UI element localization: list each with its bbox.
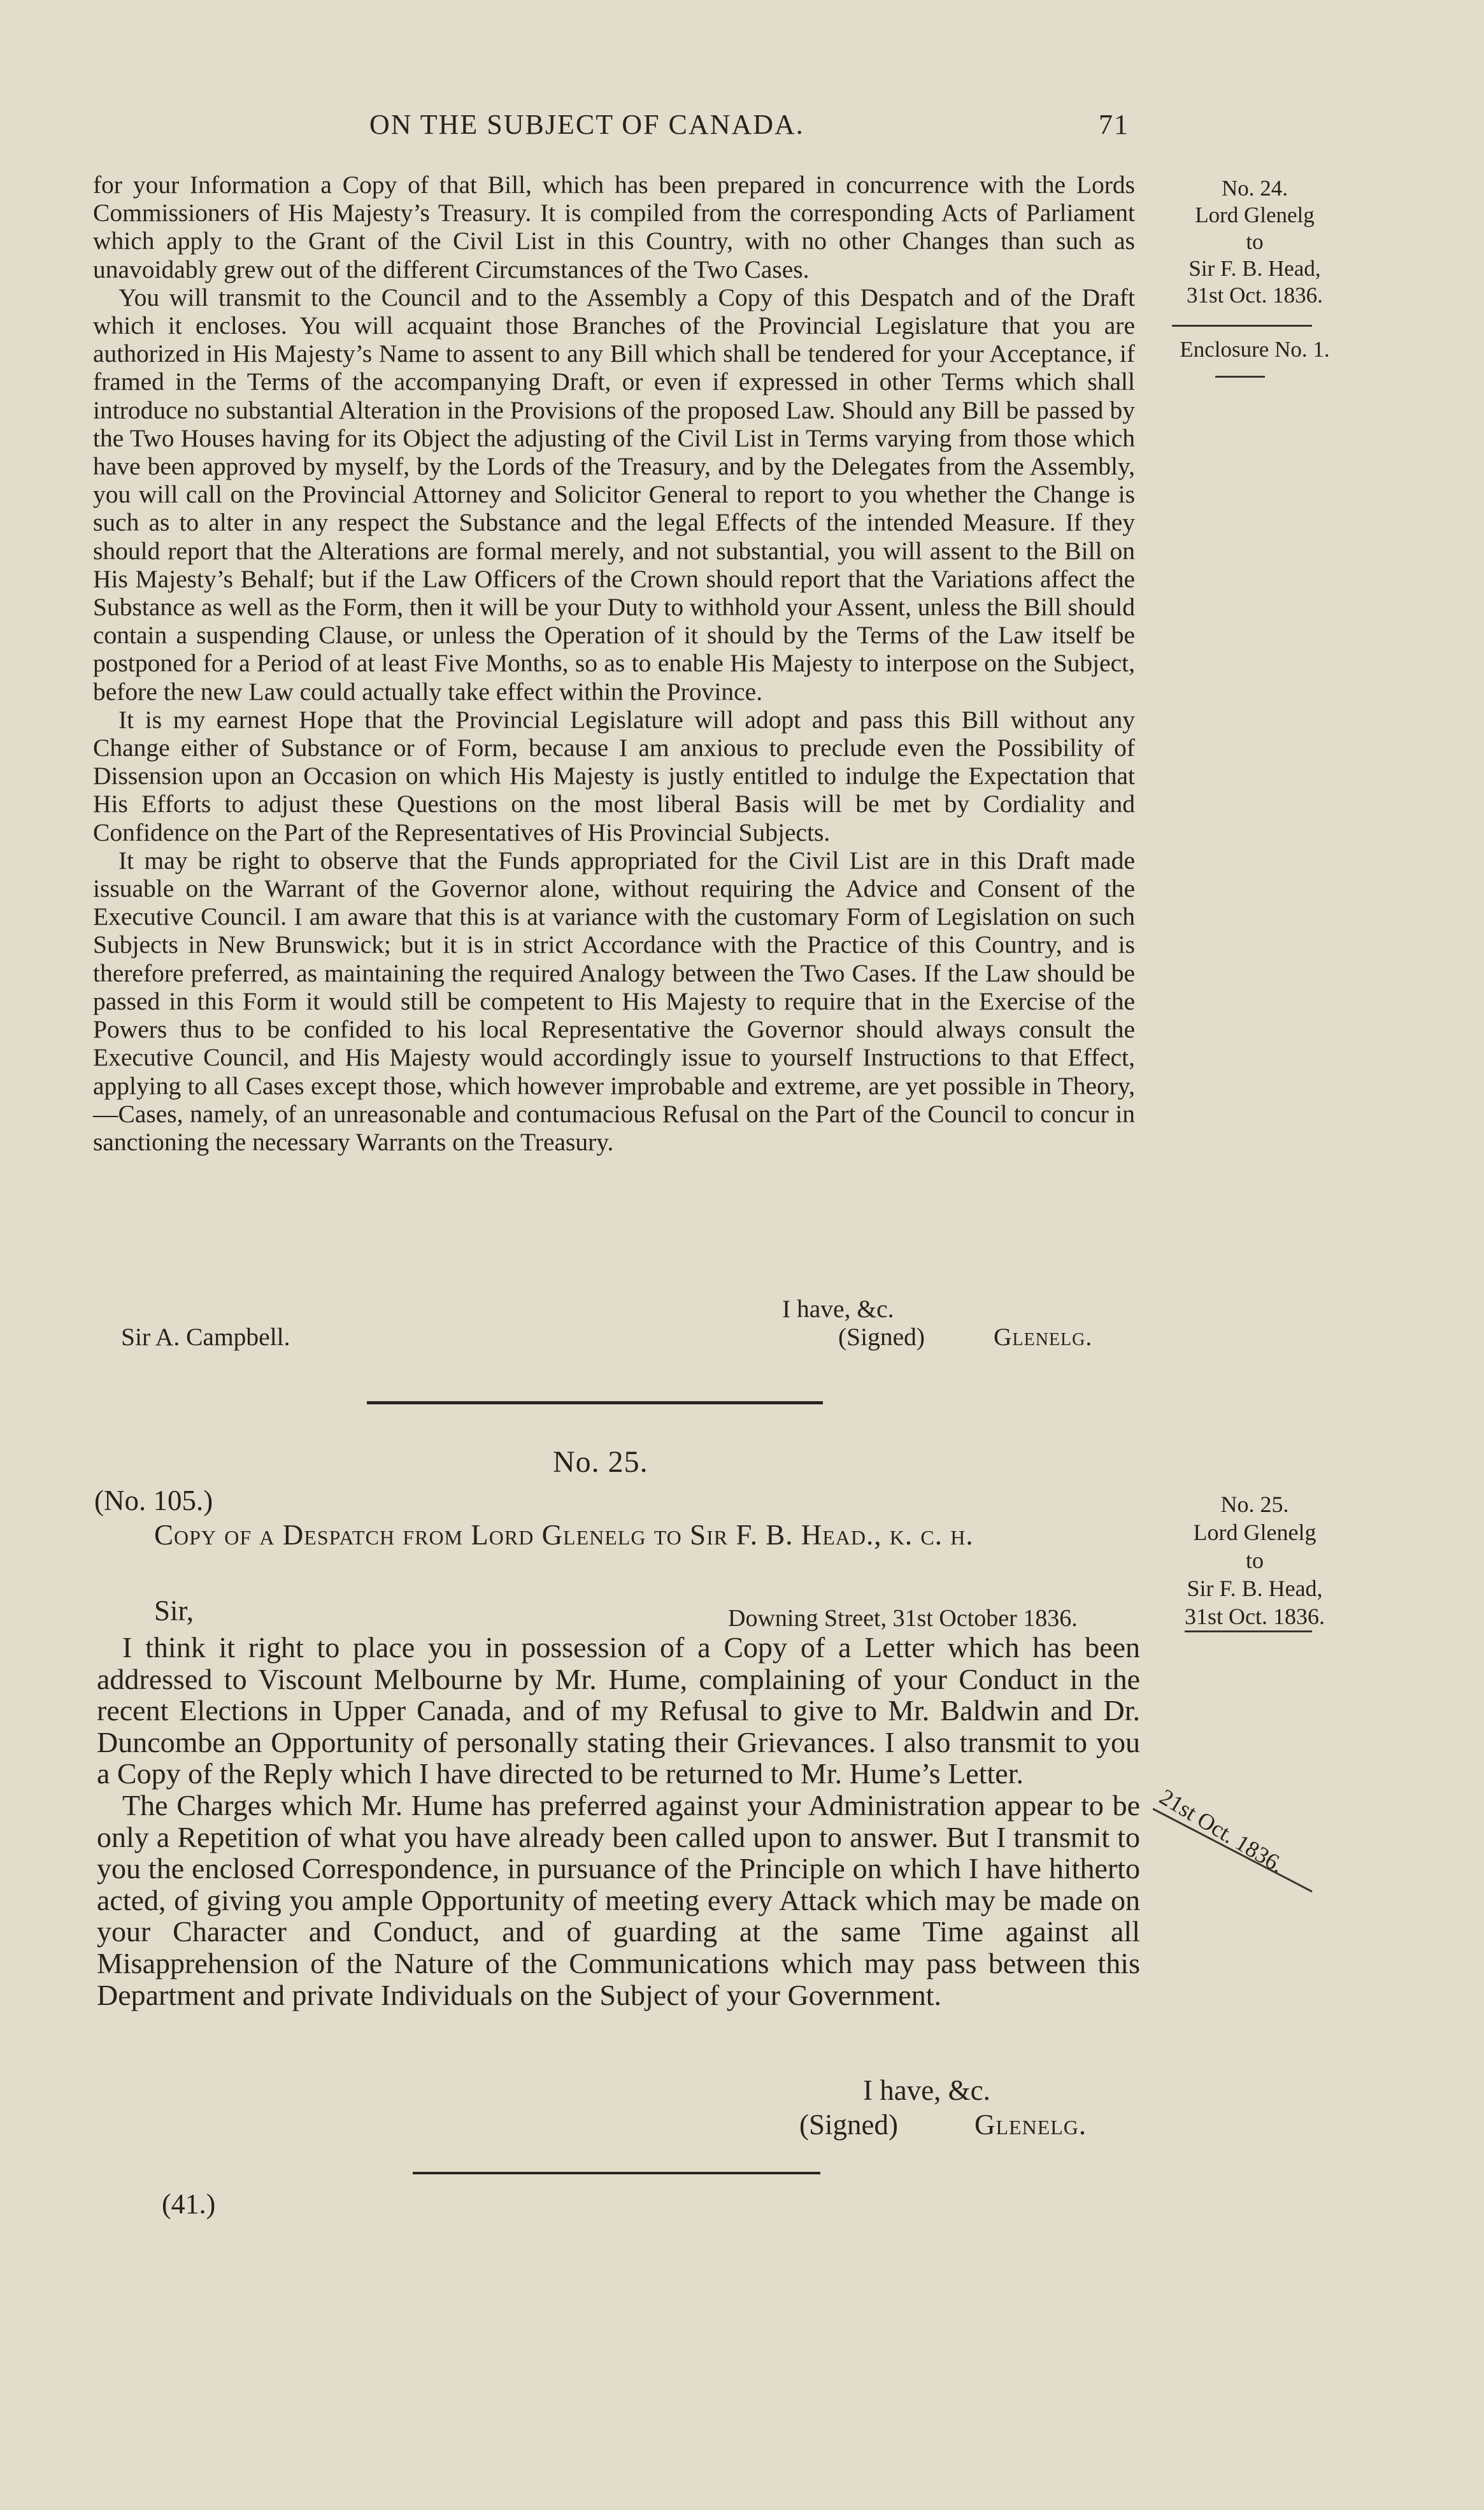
margin-line: Lord Glenelg <box>1193 1520 1316 1545</box>
enclosure-note: Enclosure No. 1. <box>1180 337 1330 362</box>
margin-line: Sir F. B. Head, <box>1188 256 1321 281</box>
signature: Glenelg. <box>974 2109 1087 2141</box>
paragraph: You will transmit to the Council and to the Assembly a Copy of this Despatch and of the Draft which it encloses. You will acquaint those Branches of the Provincial Legislature that you are authorized in His Majesty’s Name to assent to any Bill which shall be tendered for your Acceptance, if framed in the Terms of the accompanying Draft, or even if expressed in other Terms which shall introduce no substantial Alteration in the Provisions of the proposed Law. Should any Bill be passed by the Two Houses having for its Object the adjusting of the Civil List in Terms varying from those which have been approved by myself, by the Lords of the Treasury, and by the Delegates from the Assembly, you will call on the Provincial Attorney and Solicitor General to report to you whether the Change is such as to alter in any respect the Substance and the legal Effects of the intended Measure. If they should report that the Alterations are formal merely, and not substantial, you will assent to the Bill on His Majesty’s Behalf; but if the Law Officers of the Crown should report that the Variations affect the Substance as well as the Form, then it will be your Duty to withhold your Assent, unless the Bill should contain a suspending Clause, or unless the Operation of it should by the Terms of the Law itself be postponed for a Period of at least Five Months, so as to enable His Majesty to interpose on the Subject, before the new Law could actually take effect within the Province. <box>93 283 1135 706</box>
margin-rule <box>1172 325 1312 327</box>
margin-line: No. 25. <box>1220 1492 1289 1517</box>
despatch-number: No. 25. <box>553 1445 648 1479</box>
despatch-heading: Copy of a Despatch from Lord Glenelg to Sir F. B. Head., k. c. h. <box>154 1519 974 1551</box>
running-title: ON THE SUBJECT OF CANADA. <box>369 109 804 140</box>
margin-rule <box>1185 1630 1312 1632</box>
paragraph: It may be right to observe that the Funds appropriated for the Civil List are in this Draft made issuable on the Warrant of the Governor alone, without requiring the Advice and Consent of the Executive Council. I am aware that this is at variance with the customary Form of Legislation on such Subjects in New Brunswick; but it is in strict Accordance with the Practice of this Country, and is therefore preferred, as maintaining the required Analogy between the Two Cases. If the Law should be passed in this Form it would still be competent to His Majesty to require that in the Exercise of the Powers thus to be confided to his local Representative the Governor should always consult the Executive Council, and His Majesty would accordingly issue to yourself Instructions to that Effect, applying to all Cases except those, which however improbable and extreme, are yet possible in Theory,—Cases, namely, of an unreasonable and contumacious Refusal on the Part of the Council to concur in sanctioning the necessary Warrants on the Treasury. <box>93 846 1135 1156</box>
margin-line: Lord Glenelg <box>1195 203 1315 227</box>
paragraph: It is my earnest Hope that the Provincial Legislature will adopt and pass this Bill without any Change either of Substance or of Form, because I am anxious to preclude even the Possibility of Dissension upon an Occasion on which His Majesty is justly entitled to indulge the Expectation that His Efforts to adjust these Questions on the most liberal Basis will be met by Cordiality and Confidence on the Part of the Representatives of His Provincial Subjects. <box>93 705 1135 846</box>
reference-number: (No. 105.) <box>94 1485 213 1516</box>
dateline: Downing Street, 31st October 1836. <box>728 1605 1078 1632</box>
section-divider <box>367 1401 823 1404</box>
margin-line: No. 24. <box>1221 176 1288 201</box>
paragraph: I think it right to place you in possession of a Copy of a Letter which has been addressed to Viscount Melbourne by Mr. Hume, complaining of your Conduct in the recent Elections in Upper Canada, and of my Refusal to give to Mr. Baldwin and Dr. Duncombe an Opportunity of personally stating their Grievances. I also transmit to you a Copy of the Reply which I have directed to be returned to Mr. Hume’s Letter. <box>97 1631 1140 1790</box>
margin-line: to <box>1245 1548 1264 1573</box>
margin-line: 31st Oct. 1836. <box>1185 1604 1325 1629</box>
footer-number: (41.) <box>162 2188 216 2220</box>
letter-24-body <box>93 171 1135 1156</box>
addressee: Sir A. Campbell. <box>121 1323 290 1351</box>
margin-line: 31st Oct. 1836. <box>1187 283 1323 308</box>
margin-rule <box>1215 376 1265 378</box>
annotation-stroke <box>1153 1790 1318 1898</box>
paragraph: The Charges which Mr. Hume has preferred against your Administration appear to be only a Repetition of what you have already been called upon to answer. But I transmit to you the enclosed Correspondence, in pursuance of the Principle on which I have hitherto acted, of giving you ample Opportunity of meeting every Attack which may be made on your Character and Conduct, and of guarding at the same Time against all Misapprehension of the Nature of the Communications which may pass between this Department and private Individuals on the Subject of your Government. <box>97 1788 1140 2011</box>
margin-line: Sir F. B. Head, <box>1187 1576 1323 1601</box>
signed-label: (Signed) <box>838 1323 925 1351</box>
section-divider <box>413 2172 820 2174</box>
handwritten-date-annotation: 21st Oct. 1836. <box>1155 1783 1289 1878</box>
salutation: Sir, <box>154 1595 194 1627</box>
margin-note-24 <box>1146 175 1363 309</box>
signature: Glenelg. <box>994 1323 1093 1351</box>
closing: I have, &c. <box>782 1295 894 1323</box>
signed-label: (Signed) <box>799 2109 898 2141</box>
closing: I have, &c. <box>863 2074 990 2106</box>
paragraph: for your Information a Copy of that Bill, which has been prepared in concurrence with the Lords Commissioners of His Majesty’s Treasury. It is compiled from the corresponding Acts of Parliament which apply to the Grant of the Civil List in this Country, with no other Changes than such as unavoidably grew out of the different Circumstances of the Two Cases. <box>93 171 1135 283</box>
letter-25-body <box>97 1632 1140 2011</box>
page-number: 71 <box>1099 109 1129 140</box>
margin-note-25 <box>1146 1490 1363 1630</box>
margin-line: to <box>1246 229 1264 254</box>
